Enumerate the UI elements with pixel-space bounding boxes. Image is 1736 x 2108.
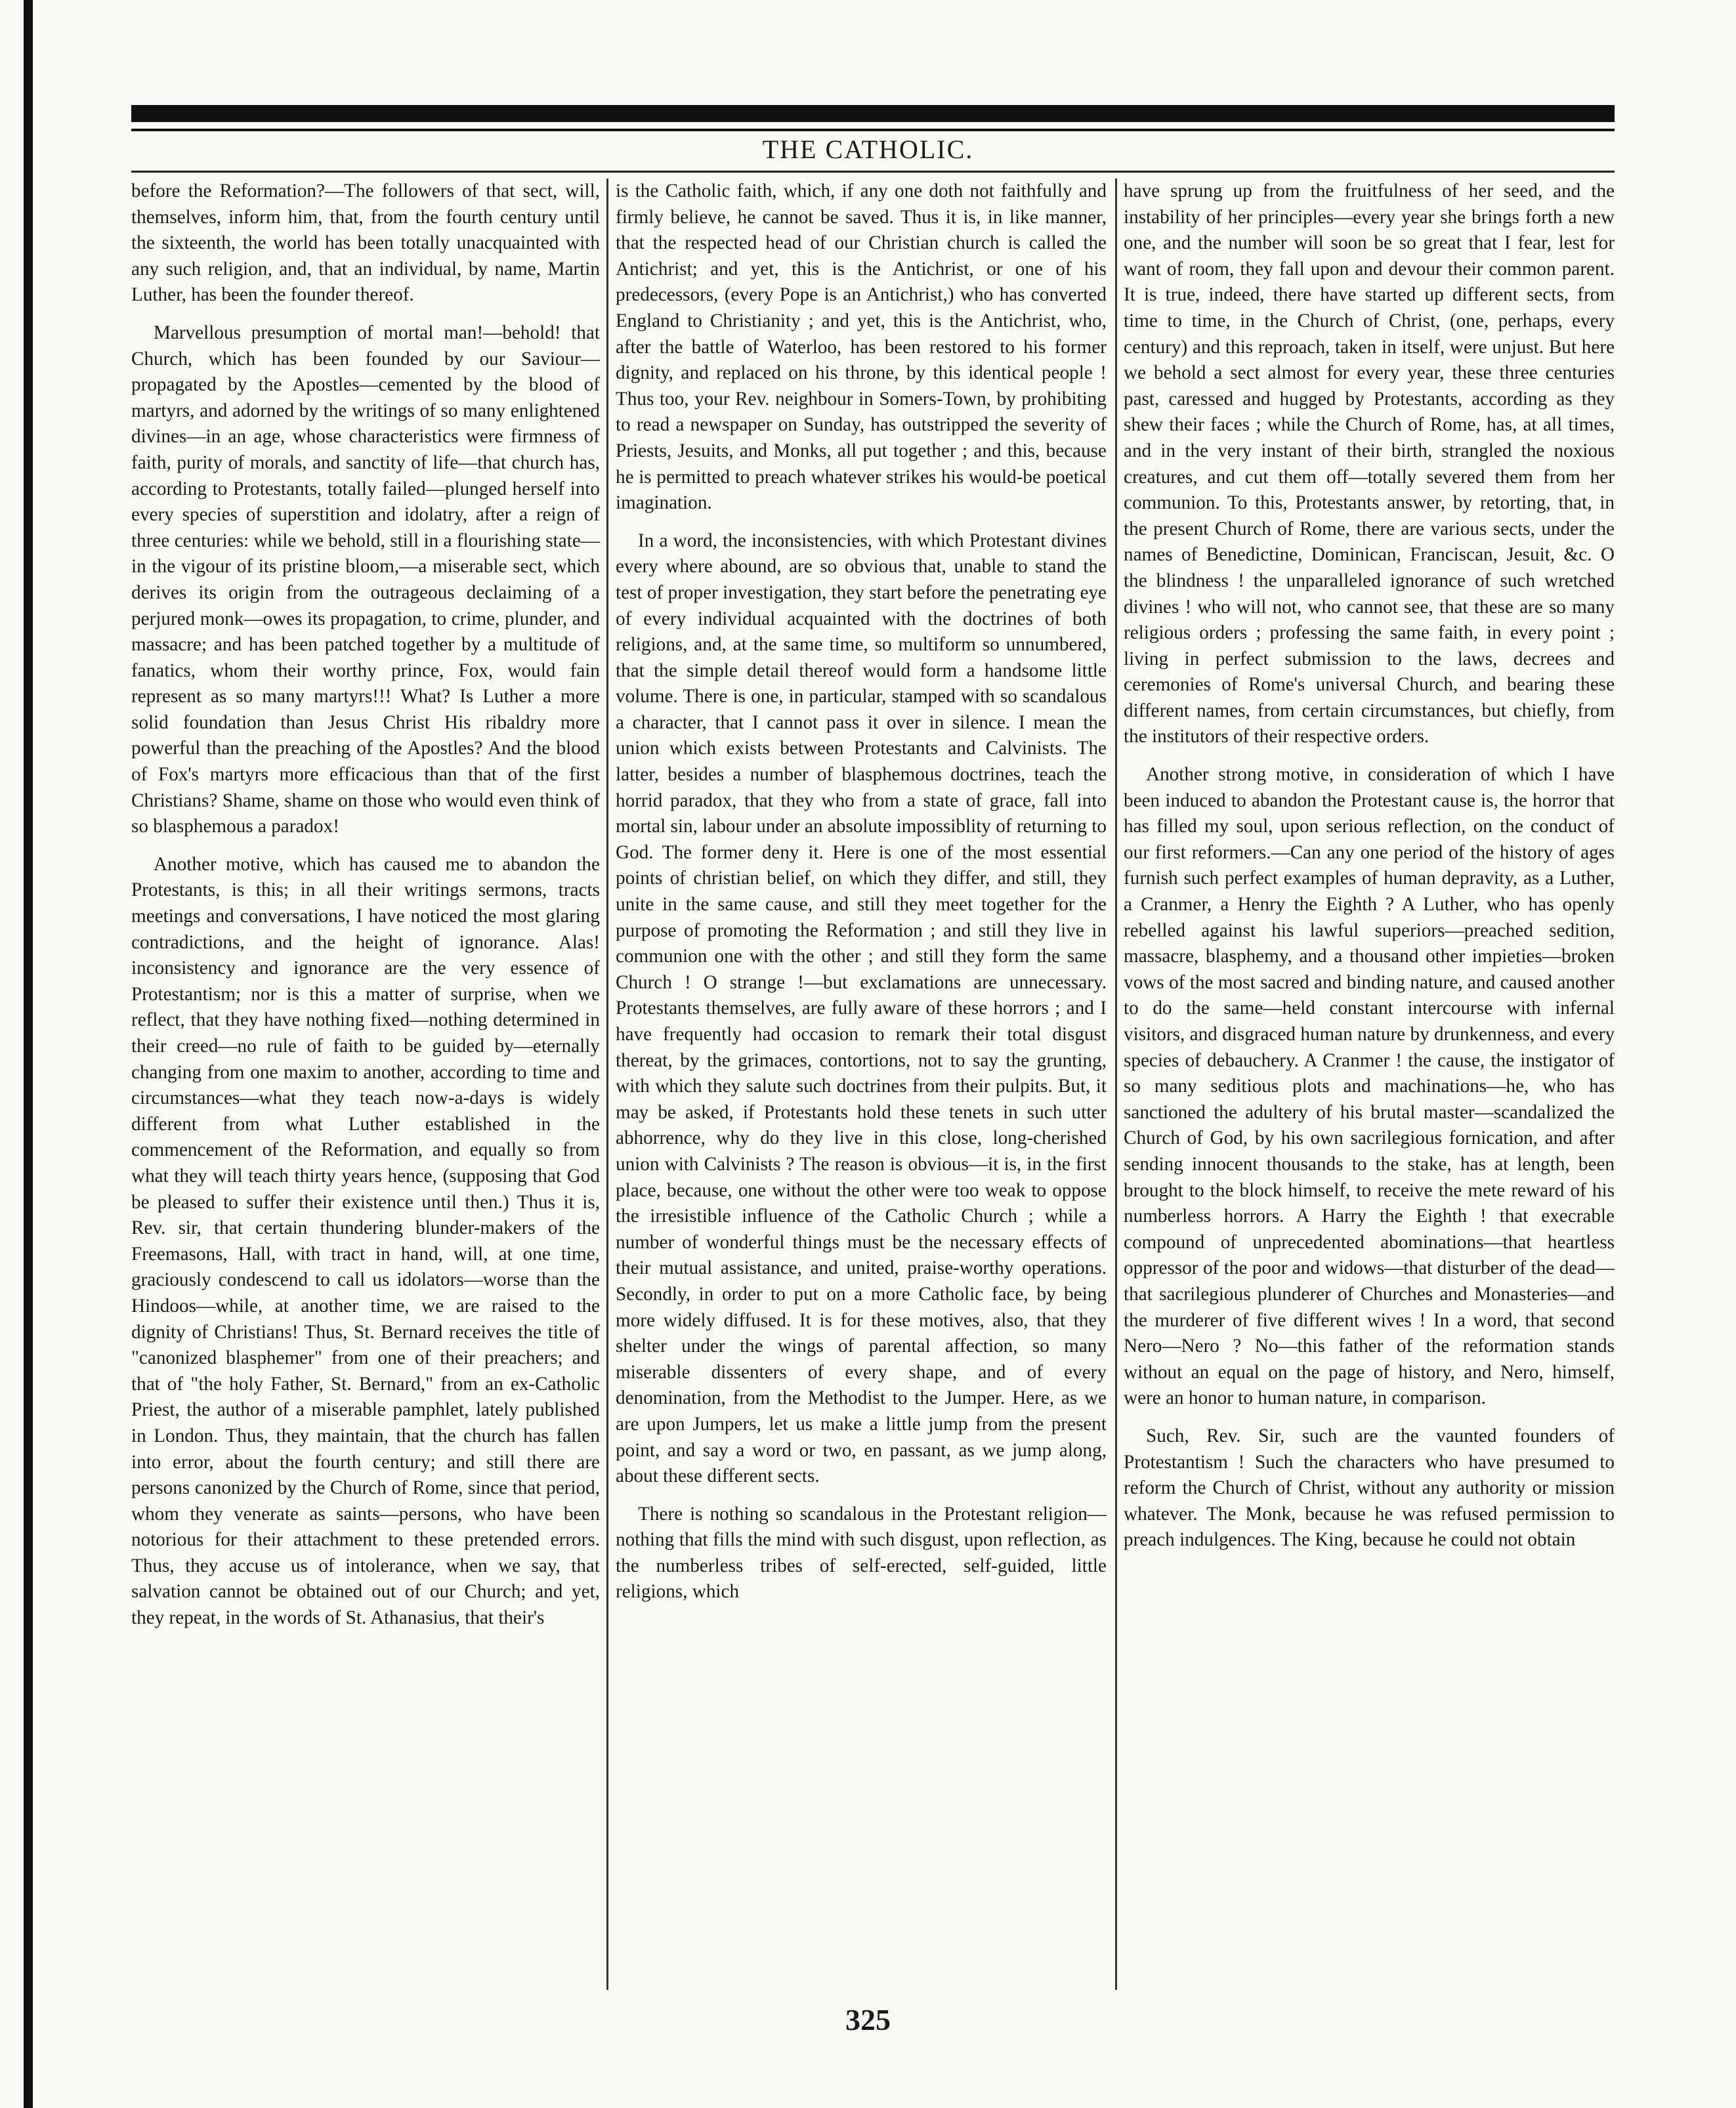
running-title: THE CATHOLIC. bbox=[762, 135, 974, 164]
header-thick-rule bbox=[131, 105, 1615, 122]
paragraph: Such, Rev. Sir, such are the vaunted founders of Protestantism ! Such the characters who have presumed to reform the Church of Christ, without any authority or mission whatever. The Monk, because he was refused permission to preach indulgences. The King, because he could not obtain bbox=[1124, 1425, 1615, 1551]
column-divider bbox=[1115, 179, 1117, 1990]
paragraph: There is nothing so scandalous in the Protestant religion—nothing that fills the mind with such disgust, upon reflection, as the numberless tribes of self-erected, self-guided, little religions, which bbox=[616, 1503, 1107, 1603]
paragraph: Marvellous presumption of mortal man!—behold! that Church, which has been founded by our Saviour—propagated by the Apostles—cemented by the blood of martyrs, and adorned by the writings of so many enlightened divines—in an age, whose characteristics were firmness of faith, purity of morals, and sanctity of life—that church has, according to Protestants, totally failed—plunged herself into every species of superstition and idolatry, after a reign of three centuries: while we behold, still in a flourishing state—in the vigour of its pristine bloom,—a miserable sect, which derives its origin from the outrageous declaiming of a perjured monk—owes its propagation, to crime, plunder, and massacre; and has been patched together by a multitude of fanatics, whom their worthy prince, Fox, would fain represent as so many martyrs!!! What? Is Luther a more solid foundation than Jesus Christ His ribaldry more powerful than the preaching of the Apostles? And the blood of Fox's martyrs more efficacious than that of the first Christians? Shame, shame on those who would even think of so blasphemous a paradox! bbox=[131, 322, 600, 837]
header-bottom-rule bbox=[131, 171, 1615, 173]
paragraph: is the Catholic faith, which, if any one doth not faithfully and firmly believe, he cannot be saved. Thus it is, in like manner, that the respected head of our Christian church is called the Antichrist; and yet, this is the Antichrist, or one of his predecessors, (every Pope is an Antichrist,) who has converted England to Christianity ; and yet, this is the Antichrist, who, after the battle of Waterloo, has been restored to his former dignity, and replaced on his throne, by this identical people ! Thus too, your Rev. neighbour in Somers-Town, by prohibiting to read a newspaper on Sunday, has outstripped the severity of Priests, Jesuits, and Monks, all put together ; and this, because he is permitted to preach whatever strikes his would-be poetical imagination. bbox=[616, 180, 1107, 514]
page-number: 325 bbox=[845, 2003, 891, 2036]
paragraph: Another strong motive, in consideration of which I have been induced to abandon the Protestant cause is, the horror that has filled my soul, upon serious reflection, on the conduct of our first reformers.—Can any one period of the history of ages furnish such perfect examples of human depravity, as a Luther, a Cranmer, a Henry the Eighth ? A Luther, who has openly rebelled against his lawful superiors—preached sedition, massacre, blasphemy, and a thousand other impieties—broken vows of the most sacred and binding nature, and caused another to do the same—held constant intercourse with infernal visitors, and disgraced human nature by drunkenness, and every species of debauchery. A Cranmer ! the cause, the instigator of so many seditious plots and machinations—he, who has sanctioned the adultery of his brutal master—scandalized the Church of God, by his own sacrilegious fornication, and after sending innocent thousands to the stake, has at length, been brought to the block himself, to receive the mete reward of his numberless horrors. A Harry the Eighth ! that execrable compound of unprecedented abominations—that heartless oppressor of the poor and widows—that disturber of the dead—that sacrilegious plunderer of Churches and Monasteries—and the murderer of five different wives ! In a word, that second Nero—Nero ? No—this father of the reformation stands without an equal on the page of history, and Nero, himself, were an honor to human nature, in comparison. bbox=[1124, 764, 1615, 1409]
paragraph: In a word, the inconsistencies, with which Protestant divines every where abound, are so obvious that, unable to stand the test of proper investigation, they start before the penetrating eye of every individual acquainted with the doctrines of both religions, and, at the same time, so multiform so unnumbered, that the simple detail thereof would form a handsome little volume. There is one, in particular, stamped with so scandalous a character, that I cannot pass it over in silence. I mean the union which exists between Protestants and Calvinists. The latter, besides a number of blasphemous doctrines, teach the horrid paradox, that they who from a state of grace, fall into mortal sin, labour under an absolute impossiblity of returning to God. The former deny it. Here is one of the most essential points of christian belief, on which they differ, and still, they unite in the same cause, and still they meet together for the purpose of promoting the Reformation ; and still they live in communion one with the other ; and still they form the same Church ! O strange !—but exclamations are unnecessary. Protestants themselves, are fully aware of these horrors ; and I have frequently had occasion to remark their total disgust thereat, by the grimaces, contortions, not to say the grunting, with which they salute such doctrines from their pulpits. But, it may be asked, if Protestants hold these tenets in such utter abhorrence, why do they live in this close, long-cherished union with Calvinists ? The reason is obvious—it is, in the first place, because, one without the other were too weak to oppose the irresistible influence of the Catholic Church ; while a number of wonderful things must be the necessary effects of their mutual assistance, and united, praise-worthy operations. Secondly, in order to put on a more Catholic face, by being more widely diffused. It is for these motives, also, that they shelter under the wings of parental affection, so many miserable dissenters of every shape, and of every denomination, from the Methodist to the Jumper. Here, as we are upon Jumpers, let us make a little jump from the present point, and say a word or two, en passant, as we jump along, about these different sects. bbox=[616, 530, 1107, 1487]
binding-edge bbox=[24, 0, 33, 2108]
column-3 bbox=[1124, 179, 1615, 1990]
paragraph: Another motive, which has caused me to abandon the Protestants, is this; in all their writings sermons, tracts meetings and conversations, I have noticed the most glaring contradictions, and the height of ignorance. Alas! inconsistency and ignorance are the very essence of Protestantism; nor is this a matter of surprise, when we reflect, that they have nothing fixed—nothing determined in their creed—no rule of faith to be guided by—eternally changing from one maxim to another, according to time and circumstances—what they teach now-a-days is widely different from what Luther established in the commencement of the Reformation, and equally so from what they will teach thirty years hence, (supposing that God be pleased to suffer their existence until then.) Thus it is, Rev. sir, that certain thundering blunder-makers of the Freemasons, Hall, with tract in hand, will, at one time, graciously condescend to call us idolators—worse than the Hindoos—while, at another time, we are raised to the dignity of Christians! Thus, St. Bernard receives the title of "canonized blasphemer" from one of their preachers; and that of "the holy Father, St. Bernard," from an ex-Catholic Priest, the author of a miserable pamphlet, lately published in London. Thus, they maintain, that the church has fallen into error, about the fourth century; and still there are persons canonized by the Church of Rome, since that period, whom they venerate as saints—persons, who have been notorious for their attachment to these pretended errors. Thus, they accuse us of intolerance, when we say, that salvation cannot be obtained out of our Church; and yet, they repeat, in the words of St. Athanasius, that their's bbox=[131, 853, 600, 1629]
column-divider bbox=[606, 179, 608, 1990]
paragraph: before the Reformation?—The followers of that sect, will, themselves, inform him, that, from the fourth century until the sixteenth, the world has been totally unacquainted with any such religion, and, that an individual, by name, Martin Luther, has been the founder thereof. bbox=[131, 180, 600, 306]
paragraph: have sprung up from the fruitfulness of her seed, and the instability of her principles—every year she brings forth a new one, and the number will soon be so great that I fear, lest for want of room, they fall upon and devour their common parent. It is true, indeed, there have started up different sects, from time to time, in the Church of Christ, (one, perhaps, every century) and this reproach, taken in itself, were unjust. But here we behold a sect almost for every year, these three centuries past, caressed and hugged by Protestants, according as they shew their faces ; while the Church of Rome, has, at all times, and in the very instant of their birth, strangled the noxious creatures, and cut them off—totally severed them from her communion. To this, Protestants answer, by retorting, that, in the present Church of Rome, there are various sects, under the names of Benedictine, Dominican, Franciscan, Jesuit, &c. O the blindness ! the unparalleled ignorance of such wretched divines ! who will not, who cannot see, that these are so many religious orders ; professing the same faith, in every point ; living in perfect submission to the laws, decrees and ceremonies of Rome's universal Church, and bearing these different names, from certain circumstances, but chiefly, from the institutors of their respective orders. bbox=[1124, 180, 1615, 748]
column-2 bbox=[616, 179, 1107, 1990]
column-1 bbox=[131, 179, 600, 1990]
